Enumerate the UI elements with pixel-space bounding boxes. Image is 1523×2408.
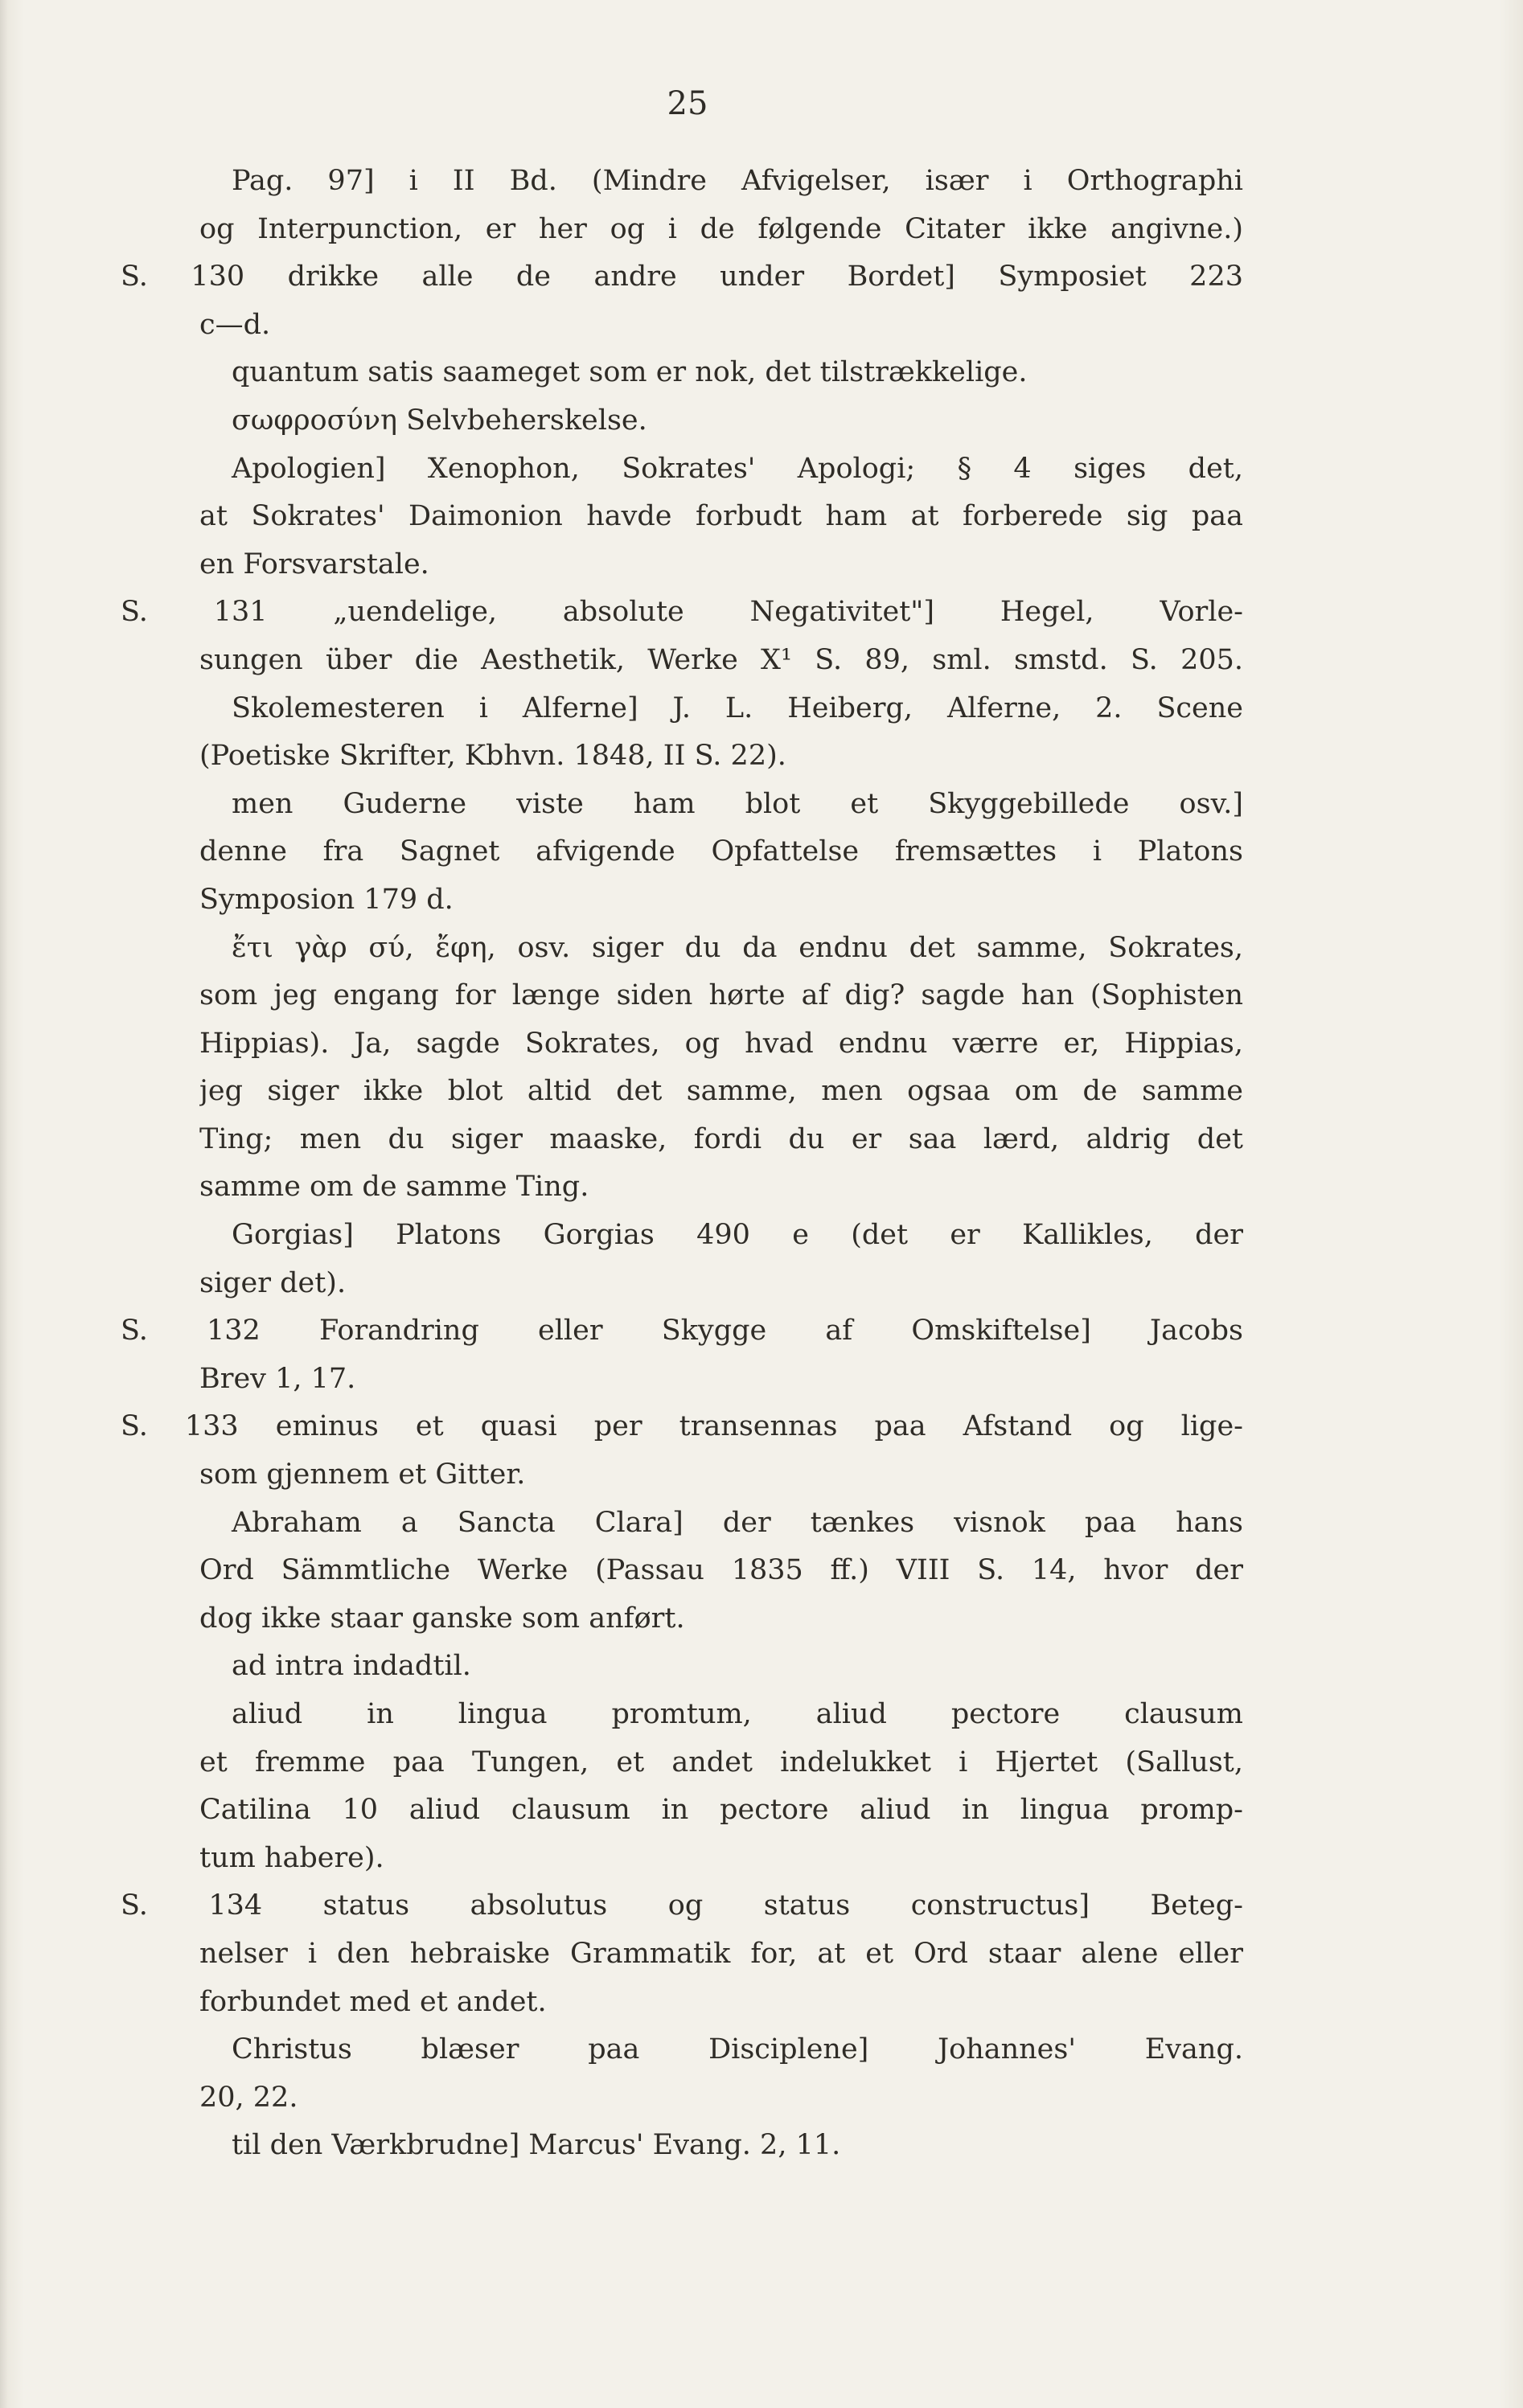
text-line: siger det).: [199, 1266, 347, 1299]
text-line: som jeg engang for længe siden hørte af dig? sagde han (Sophisten: [199, 979, 1243, 1012]
text-line: og Interpunction, er her og i de følgende Citater ikke angivne.): [199, 212, 1243, 245]
text-line: σωφροσύνη Selvbeherskelse.: [232, 404, 647, 437]
text-line: Hippias). Ja, sagde Sokrates, og hvad endnu værre er, Hippias,: [199, 1027, 1243, 1060]
text-line: Christus blæser paa Disciplene] Johannes' Evang.: [232, 2033, 1243, 2066]
text-line: at Sokrates' Daimonion havde forbudt ham at forberede sig paa: [199, 500, 1243, 533]
text-line: S. 130 drikke alle de andre under Bordet] Symposiet 223: [121, 260, 1243, 293]
text-line: 20, 22.: [199, 2081, 298, 2114]
text-line: ad intra indadtil.: [232, 1650, 471, 1683]
text-line: ἔτι γὰρ σύ, ἔφη, osv. siger du da endnu det samme, Sokrates,: [232, 931, 1243, 964]
text-line: Brev 1, 17.: [199, 1362, 356, 1395]
text-line: en Forsvarstale.: [199, 548, 429, 580]
text-line: samme om de samme Ting.: [199, 1171, 589, 1204]
text-line: S. 131 „uendelige, absolute Negativitet"] Hegel, Vorle-: [121, 596, 1243, 629]
text-line: tum habere).: [199, 1841, 384, 1874]
text-line: c—d.: [199, 308, 271, 341]
text-line: til den Værkbrudne] Marcus' Evang. 2, 11.: [232, 2129, 841, 2162]
text-line: jeg siger ikke blot altid det samme, men ogsaa om de samme: [199, 1075, 1243, 1108]
text-line: Apologien] Xenophon, Sokrates' Apologi; § 4 siges det,: [232, 452, 1243, 485]
text-line: quantum satis saameget som er nok, det tilstrækkelige.: [232, 356, 1028, 389]
text-line: Abraham a Sancta Clara] der tænkes visnok paa hans: [232, 1506, 1243, 1539]
text-line: Ord Sämmtliche Werke (Passau 1835 ff.) VIII S. 14, hvor der: [199, 1554, 1243, 1587]
text-line: et fremme paa Tungen, et andet indelukket i Hjertet (Sallust,: [199, 1745, 1243, 1778]
text-line: S. 132 Forandring eller Skygge af Omskiftelse] Jacobs: [121, 1315, 1243, 1348]
text-line: Skolemesteren i Alferne] J. L. Heiberg, Alferne, 2. Scene: [232, 691, 1243, 724]
text-line: forbundet med et andet.: [199, 1985, 547, 2018]
text-line: Catilina 10 aliud clausum in pectore aliud in lingua promp-: [199, 1794, 1243, 1827]
page-number: 25: [667, 85, 708, 122]
text-line: S. 133 eminus et quasi per transennas paa Afstand og lige-: [121, 1410, 1243, 1443]
text-line: dog ikke staar ganske som anført.: [199, 1602, 685, 1635]
text-line: Gorgias] Platons Gorgias 490 e (det er Kallikles, der: [232, 1219, 1243, 1252]
text-line: som gjennem et Gitter.: [199, 1458, 526, 1491]
text-line: men Guderne viste ham blot et Skyggebillede osv.]: [232, 787, 1243, 820]
text-line: (Poetiske Skrifter, Kbhvn. 1848, II S. 22).: [199, 740, 786, 773]
text-line: Ting; men du siger maaske, fordi du er saa lærd, aldrig det: [199, 1122, 1243, 1155]
commentary-text: [121, 158, 1243, 2170]
text-line: S. 134 status absolutus og status constructus] Beteg-: [121, 1889, 1243, 1922]
text-line: denne fra Sagnet afvigende Opfattelse fremsættes i Platons: [199, 835, 1243, 868]
text-line: Pag. 97] i II Bd. (Mindre Afvigelser, især i Orthographi: [232, 165, 1243, 197]
text-line: nelser i den hebraiske Grammatik for, at et Ord staar alene eller: [199, 1937, 1243, 1970]
text-line: aliud in lingua promtum, aliud pectore clausum: [232, 1698, 1243, 1730]
text-line: sungen über die Aesthetik, Werke X¹ S. 89, sml. smstd. S. 205.: [199, 643, 1243, 676]
text-line: Symposion 179 d.: [199, 883, 454, 916]
